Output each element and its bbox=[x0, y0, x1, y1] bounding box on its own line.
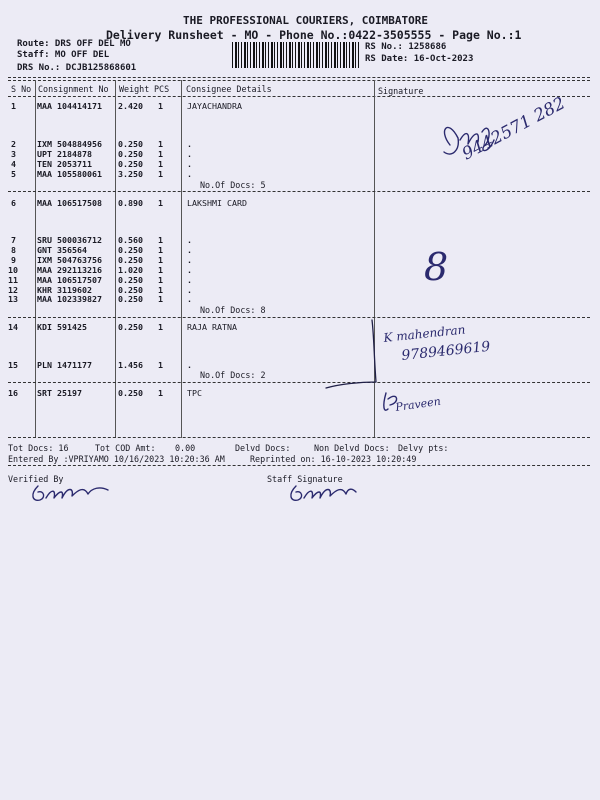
divider bbox=[8, 437, 590, 438]
row-weight: 0.250 bbox=[118, 245, 143, 255]
row-consignment: MAA 105580061 bbox=[37, 169, 102, 179]
handwritten-phone: 9789469619 bbox=[400, 338, 492, 364]
rs-number: RS No.: 1258686 bbox=[365, 42, 447, 52]
row-consignment: MAA 104414171 bbox=[37, 101, 102, 111]
row-sno: 7 bbox=[11, 235, 16, 245]
total-cod-value: 0.00 bbox=[175, 443, 196, 453]
handwritten-name: K mahendran bbox=[382, 322, 467, 345]
row-weight: 0.250 bbox=[118, 322, 143, 332]
row-consignment: GNT 356564 bbox=[37, 245, 87, 255]
row-consignee: . bbox=[187, 255, 192, 265]
row-pcs: 1 bbox=[158, 285, 163, 295]
row-consignee: . bbox=[187, 235, 192, 245]
row-consignee: RAJA RATNA bbox=[187, 322, 237, 332]
row-weight: 0.250 bbox=[118, 149, 143, 159]
row-consignee: JAYACHANDRA bbox=[187, 101, 242, 111]
row-consignment: MAA 106517507 bbox=[37, 275, 102, 285]
total-docs: Tot Docs: 16 bbox=[8, 443, 69, 453]
rs-date: RS Date: 16-Oct-2023 bbox=[365, 54, 474, 64]
row-sno: 14 bbox=[8, 322, 18, 332]
row-sno: 11 bbox=[8, 275, 18, 285]
row-consignee: . bbox=[187, 265, 192, 275]
signature-group-4 bbox=[380, 385, 490, 420]
row-weight: 0.250 bbox=[118, 255, 143, 265]
row-consignment: KHR 3119602 bbox=[37, 285, 92, 295]
row-weight: 3.250 bbox=[118, 169, 143, 179]
row-pcs: 1 bbox=[158, 169, 163, 179]
row-pcs: 1 bbox=[158, 388, 163, 398]
row-consignee: . bbox=[187, 275, 192, 285]
col-consignment: Consignment No bbox=[38, 84, 109, 94]
divider bbox=[8, 465, 590, 466]
row-sno: 4 bbox=[11, 159, 16, 169]
row-consignment: SRU 500036712 bbox=[37, 235, 102, 245]
row-consignee: . bbox=[187, 245, 192, 255]
row-weight: 2.420 bbox=[118, 101, 143, 111]
table-row bbox=[0, 294, 600, 305]
docs-count: No.Of Docs: 8 bbox=[200, 305, 266, 315]
barcode bbox=[232, 42, 360, 68]
row-consignee: . bbox=[187, 159, 192, 169]
row-consignment: IXM 504763756 bbox=[37, 255, 102, 265]
row-weight: 1.456 bbox=[118, 360, 143, 370]
row-consignee: . bbox=[187, 169, 192, 179]
row-weight: 0.890 bbox=[118, 198, 143, 208]
staff-signature-label: Staff Signature bbox=[267, 474, 343, 484]
row-weight: 1.020 bbox=[118, 265, 143, 275]
entered-by: Entered By :VPRIYAMO 10/16/2023 10:20:36 AM bbox=[8, 454, 225, 464]
col-weight: Weight bbox=[119, 84, 150, 94]
col-pcs: PCS bbox=[154, 84, 170, 94]
row-sno: 8 bbox=[11, 245, 16, 255]
row-consignee: . bbox=[187, 285, 192, 295]
row-sno: 2 bbox=[11, 139, 16, 149]
row-sno: 5 bbox=[11, 169, 16, 179]
row-consignment: IXM 504884956 bbox=[37, 139, 102, 149]
row-pcs: 1 bbox=[158, 245, 163, 255]
row-weight: 0.560 bbox=[118, 235, 143, 245]
row-pcs: 1 bbox=[158, 149, 163, 159]
row-consignee: . bbox=[187, 294, 192, 304]
row-consignment: UPT 2184878 bbox=[37, 149, 92, 159]
row-weight: 0.250 bbox=[118, 275, 143, 285]
col-consignee: Consignee Details bbox=[186, 84, 272, 94]
row-consignee: . bbox=[187, 139, 192, 149]
row-sno: 16 bbox=[8, 388, 18, 398]
row-consignment: TEN 2053711 bbox=[37, 159, 92, 169]
row-pcs: 1 bbox=[158, 322, 163, 332]
row-weight: 0.250 bbox=[118, 159, 143, 169]
row-consignment: MAA 106517508 bbox=[37, 198, 102, 208]
divider bbox=[8, 191, 590, 192]
row-consignment: SRT 25197 bbox=[37, 388, 82, 398]
divider bbox=[8, 96, 590, 97]
company-title: THE PROFESSIONAL COURIERS, COIMBATORE bbox=[183, 14, 429, 27]
route-label: Route: DRS OFF DEL MO bbox=[17, 39, 131, 49]
runsheet-subtitle: Delivery Runsheet - MO - Phone No.:0422-3505555 - Page No.:1 bbox=[106, 28, 522, 42]
handwritten-mark: 8 bbox=[424, 245, 449, 289]
row-sno: 1 bbox=[11, 101, 16, 111]
table-row bbox=[0, 198, 600, 209]
col-sno: S No bbox=[11, 84, 32, 94]
staff-signature bbox=[286, 480, 366, 510]
row-pcs: 1 bbox=[158, 159, 163, 169]
docs-count: No.Of Docs: 5 bbox=[200, 180, 266, 190]
row-pcs: 1 bbox=[158, 255, 163, 265]
row-sno: 15 bbox=[8, 360, 18, 370]
signature-group-3 bbox=[320, 316, 520, 396]
row-pcs: 1 bbox=[158, 101, 163, 111]
row-consignment: MAA 102339827 bbox=[37, 294, 102, 304]
non-delivered-docs: Non Delvd Docs: bbox=[314, 443, 390, 453]
row-consignee: LAKSHMI CARD bbox=[187, 198, 247, 208]
row-pcs: 1 bbox=[158, 265, 163, 275]
row-sno: 13 bbox=[8, 294, 18, 304]
row-weight: 0.250 bbox=[118, 294, 143, 304]
row-consignee: TPC bbox=[187, 388, 202, 398]
row-pcs: 1 bbox=[158, 275, 163, 285]
row-weight: 0.250 bbox=[118, 388, 143, 398]
row-pcs: 1 bbox=[158, 360, 163, 370]
row-consignment: PLN 1471177 bbox=[37, 360, 92, 370]
divider bbox=[8, 77, 590, 78]
signature-group-2 bbox=[420, 240, 460, 290]
row-consignment: KDI 591425 bbox=[37, 322, 87, 332]
delivered-docs: Delvd Docs: bbox=[235, 443, 291, 453]
col-signature: Signature bbox=[378, 86, 424, 96]
row-sno: 9 bbox=[11, 255, 16, 265]
reprinted-on: Reprinted on: 16-10-2023 10:20:49 bbox=[250, 454, 417, 464]
handwritten-name: Praveen bbox=[394, 394, 442, 414]
row-sno: 10 bbox=[8, 265, 18, 275]
row-consignee: . bbox=[187, 149, 192, 159]
delivery-points: Delvy pts: bbox=[398, 443, 449, 453]
drs-number: DRS No.: DCJB125868601 bbox=[17, 63, 137, 73]
row-weight: 0.250 bbox=[118, 285, 143, 295]
docs-count: No.Of Docs: 2 bbox=[200, 370, 266, 380]
row-pcs: 1 bbox=[158, 198, 163, 208]
row-pcs: 1 bbox=[158, 235, 163, 245]
row-consignment: MAA 292113216 bbox=[37, 265, 102, 275]
handwritten-phone: 9442571 282 bbox=[458, 93, 569, 165]
row-consignee: . bbox=[187, 360, 192, 370]
row-sno: 3 bbox=[11, 149, 16, 159]
verified-by-label: Verified By bbox=[8, 474, 64, 484]
divider bbox=[8, 80, 590, 81]
signature-group-1 bbox=[430, 93, 580, 180]
row-pcs: 1 bbox=[158, 139, 163, 149]
total-cod-label: Tot COD Amt: bbox=[95, 443, 156, 453]
row-sno: 12 bbox=[8, 285, 18, 295]
staff-label: Staff: MO OFF DEL bbox=[17, 50, 110, 60]
row-sno: 6 bbox=[11, 198, 16, 208]
row-pcs: 1 bbox=[158, 294, 163, 304]
row-weight: 0.250 bbox=[118, 139, 143, 149]
verifier-signature bbox=[28, 480, 118, 510]
